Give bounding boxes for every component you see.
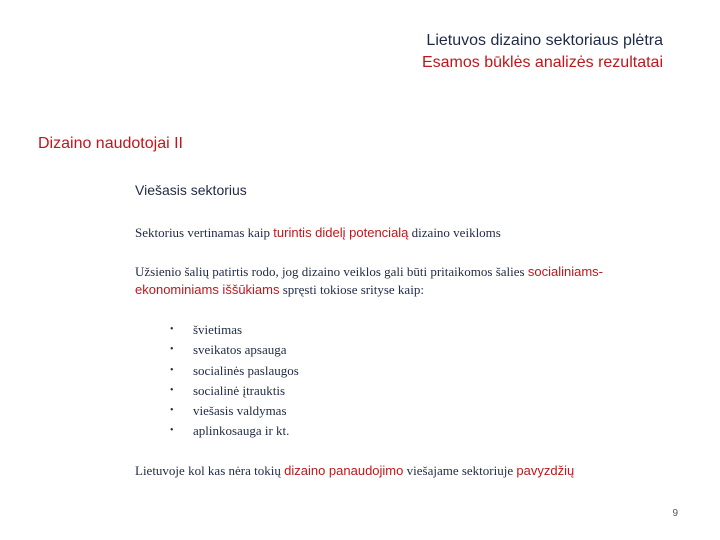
list-item-label: socialinės paslaugos	[193, 362, 299, 378]
para1-text-c: dizaino veikloms	[408, 225, 501, 240]
list-item-label: aplinkosauga ir kt.	[193, 423, 290, 439]
para3-text-a: Lietuvoje kol kas nėra tokių	[135, 463, 285, 478]
para3-highlight-examples: pavyzdžių	[516, 463, 575, 478]
header-subtitle: Esamos būklės analizės rezultatai	[421, 54, 663, 71]
list-item	[170, 401, 299, 421]
list-item	[170, 421, 299, 441]
list-item	[170, 320, 299, 340]
para3-highlight: dizaino panaudojimo	[284, 463, 404, 478]
bullet-icon: •	[170, 344, 174, 356]
para1-highlight: turintis didelį potencialą	[273, 225, 409, 240]
bullet-icon: •	[170, 384, 174, 396]
para2-text-a: Užsienio šalių patirtis rodo, jog dizaino veiklos gali būti pritaikomos šalies	[135, 264, 528, 279]
header-title: Lietuvos dizaino sektoriaus plėtra	[426, 32, 663, 49]
bullet-icon: •	[170, 324, 174, 335]
para1-text-a: Sektorius vertinamas kaip	[135, 225, 274, 240]
list-item-label: sveikatos apsauga	[193, 342, 287, 358]
subtitle: Viešasis sektorius	[135, 182, 247, 198]
list-item	[170, 361, 299, 381]
page-number: 9	[672, 508, 678, 519]
list-item-label: socialinė įtrauktis	[193, 382, 286, 398]
para2-text-c: spręsti tokiose srityse kaip:	[279, 282, 424, 297]
para2-highlight: socialiniams-ekonominiams iššūkiams	[135, 264, 603, 297]
list-item-label: švietimas	[193, 322, 243, 337]
section-title: Dizaino naudotojai II	[38, 135, 183, 152]
list-item	[170, 340, 299, 360]
paragraph-foreign-experience	[135, 263, 655, 299]
bullet-icon: •	[170, 425, 174, 437]
para3-text-c: viešajame sektoriuje	[403, 463, 517, 478]
list-item-label: viešasis valdymas	[193, 403, 287, 419]
paragraph-lithuania-status	[135, 462, 574, 480]
list-item	[170, 381, 299, 401]
slide-header	[422, 30, 663, 74]
bullet-icon: •	[170, 405, 174, 417]
paragraph-sector-assessment	[135, 224, 501, 242]
bullet-icon: •	[170, 364, 174, 376]
areas-bullet-list	[170, 320, 299, 442]
